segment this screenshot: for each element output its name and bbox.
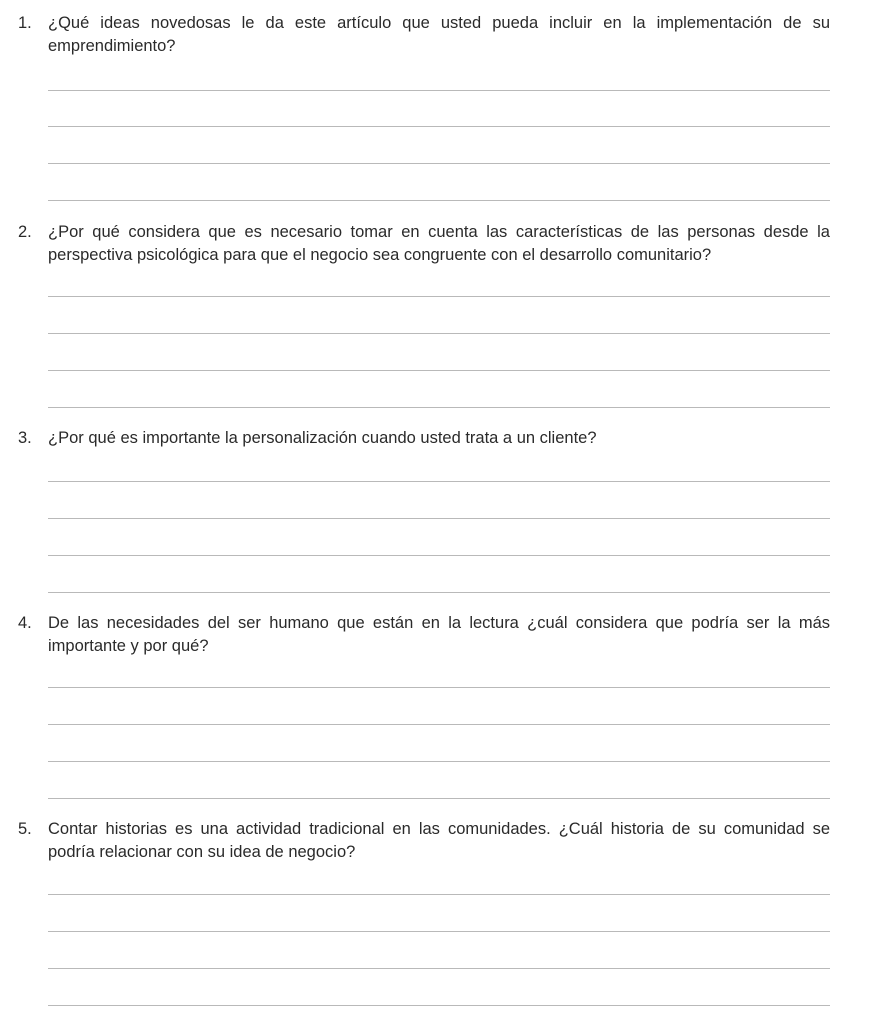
question-text: ¿Por qué considera que es necesario tomar en cuenta las características de las personas desde la perspectiva psicológica para que el negocio sea congruente con el desarrollo comunitario? [48,223,830,264]
question-text: ¿Por qué es importante la personalización cuando usted trata a un cliente? [48,429,597,447]
question-1 [18,12,830,58]
question-text: ¿Qué ideas novedosas le da este artículo que usted pueda incluir en la implementación de su emprendimiento? [48,14,830,55]
question-text: De las necesidades del ser humano que están en la lectura ¿cuál considera que podría ser la más importante y por qué? [48,614,830,655]
answer-line[interactable] [48,724,830,725]
question-5 [18,818,830,864]
question-number: 2. [18,223,32,241]
question-3 [18,427,830,450]
answer-line[interactable] [48,1005,830,1006]
question-number: 4. [18,614,32,632]
answer-line[interactable] [48,126,830,127]
answer-line[interactable] [48,761,830,762]
question-number: 1. [18,14,32,32]
answer-line[interactable] [48,200,830,201]
question-number: 5. [18,820,32,838]
answer-line[interactable] [48,90,830,91]
answer-line[interactable] [48,333,830,334]
answer-line[interactable] [48,518,830,519]
answer-line[interactable] [48,687,830,688]
question-2 [18,221,830,267]
answer-line[interactable] [48,481,830,482]
question-number: 3. [18,429,32,447]
answer-line[interactable] [48,296,830,297]
question-text: Contar historias es una actividad tradicional en las comunidades. ¿Cuál historia de su comunidad se podría relacionar con su idea de negocio? [48,820,830,861]
answer-line[interactable] [48,894,830,895]
answer-line[interactable] [48,931,830,932]
question-4 [18,612,830,658]
answer-line[interactable] [48,163,830,164]
answer-line[interactable] [48,407,830,408]
answer-line[interactable] [48,592,830,593]
answer-line[interactable] [48,798,830,799]
answer-line[interactable] [48,555,830,556]
answer-line[interactable] [48,370,830,371]
answer-line[interactable] [48,968,830,969]
